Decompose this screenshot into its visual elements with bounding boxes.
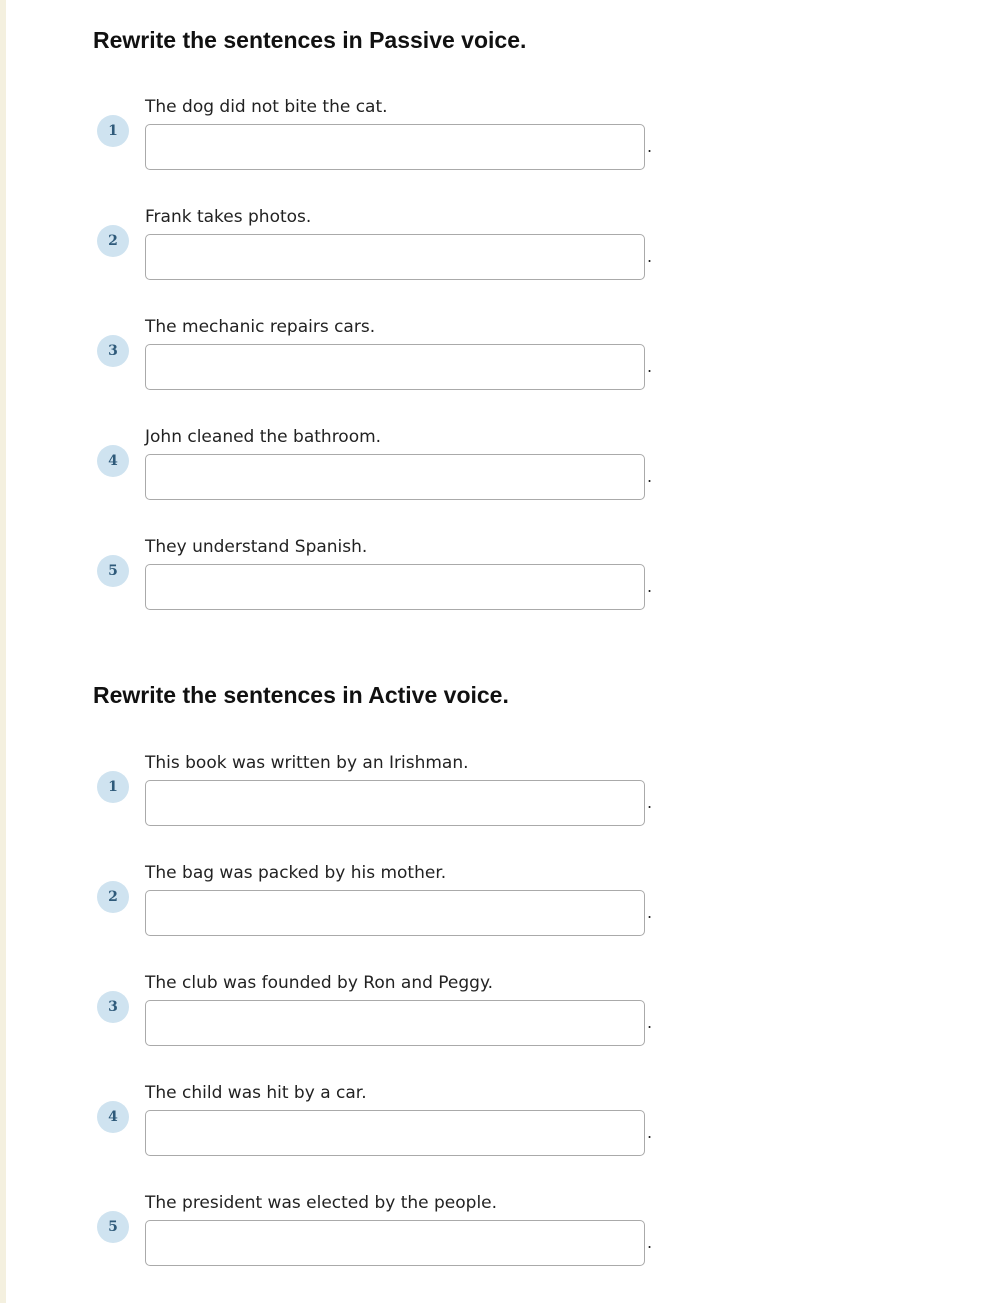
question-number-badge: 2 <box>97 225 129 257</box>
question-number-badge: 4 <box>97 1101 129 1133</box>
answer-input[interactable] <box>145 344 645 390</box>
question-number-badge: 4 <box>97 445 129 477</box>
section-heading: Rewrite the sentences in Passive voice. <box>93 27 527 53</box>
active-voice-section <box>93 680 793 1303</box>
question-item <box>93 317 793 427</box>
left-border-strip <box>0 0 6 1303</box>
sentence-end-period: . <box>647 1233 653 1252</box>
sentence-end-period: . <box>647 247 653 266</box>
question-item <box>93 207 793 317</box>
question-number-badge: 3 <box>97 991 129 1023</box>
question-item <box>93 863 793 973</box>
question-item <box>93 97 793 207</box>
question-item <box>93 427 793 537</box>
answer-input[interactable] <box>145 124 645 170</box>
sentence-end-period: . <box>647 793 653 812</box>
question-item <box>93 1193 793 1303</box>
answer-input[interactable] <box>145 780 645 826</box>
sentence-end-period: . <box>647 467 653 486</box>
question-item <box>93 537 793 647</box>
question-prompt: This book was written by an Irishman. <box>145 753 469 773</box>
question-prompt: John cleaned the bathroom. <box>145 427 382 447</box>
question-number-badge: 5 <box>97 555 129 587</box>
question-prompt: The club was founded by Ron and Peggy. <box>145 973 494 993</box>
answer-input[interactable] <box>145 1110 645 1156</box>
question-prompt: They understand Spanish. <box>145 537 368 557</box>
question-item <box>93 973 793 1083</box>
question-number-badge: 5 <box>97 1211 129 1243</box>
sentence-end-period: . <box>647 357 653 376</box>
answer-input[interactable] <box>145 1000 645 1046</box>
answer-input[interactable] <box>145 454 645 500</box>
answer-input[interactable] <box>145 564 645 610</box>
question-number-badge: 3 <box>97 335 129 367</box>
question-prompt: Frank takes photos. <box>145 207 312 227</box>
question-prompt: The bag was packed by his mother. <box>145 863 447 883</box>
question-item <box>93 1083 793 1193</box>
question-prompt: The mechanic repairs cars. <box>145 317 376 337</box>
sentence-end-period: . <box>647 137 653 156</box>
question-number-badge: 1 <box>97 771 129 803</box>
passive-voice-section <box>93 25 793 647</box>
answer-input[interactable] <box>145 1220 645 1266</box>
section-heading: Rewrite the sentences in Active voice. <box>93 682 509 708</box>
answer-input[interactable] <box>145 234 645 280</box>
question-number-badge: 2 <box>97 881 129 913</box>
question-number-badge: 1 <box>97 115 129 147</box>
sentence-end-period: . <box>647 903 653 922</box>
question-item <box>93 753 793 863</box>
question-prompt: The president was elected by the people. <box>145 1193 498 1213</box>
answer-input[interactable] <box>145 890 645 936</box>
sentence-end-period: . <box>647 577 653 596</box>
question-prompt: The dog did not bite the cat. <box>145 97 388 117</box>
question-prompt: The child was hit by a car. <box>145 1083 367 1103</box>
sentence-end-period: . <box>647 1013 653 1032</box>
sentence-end-period: . <box>647 1123 653 1142</box>
